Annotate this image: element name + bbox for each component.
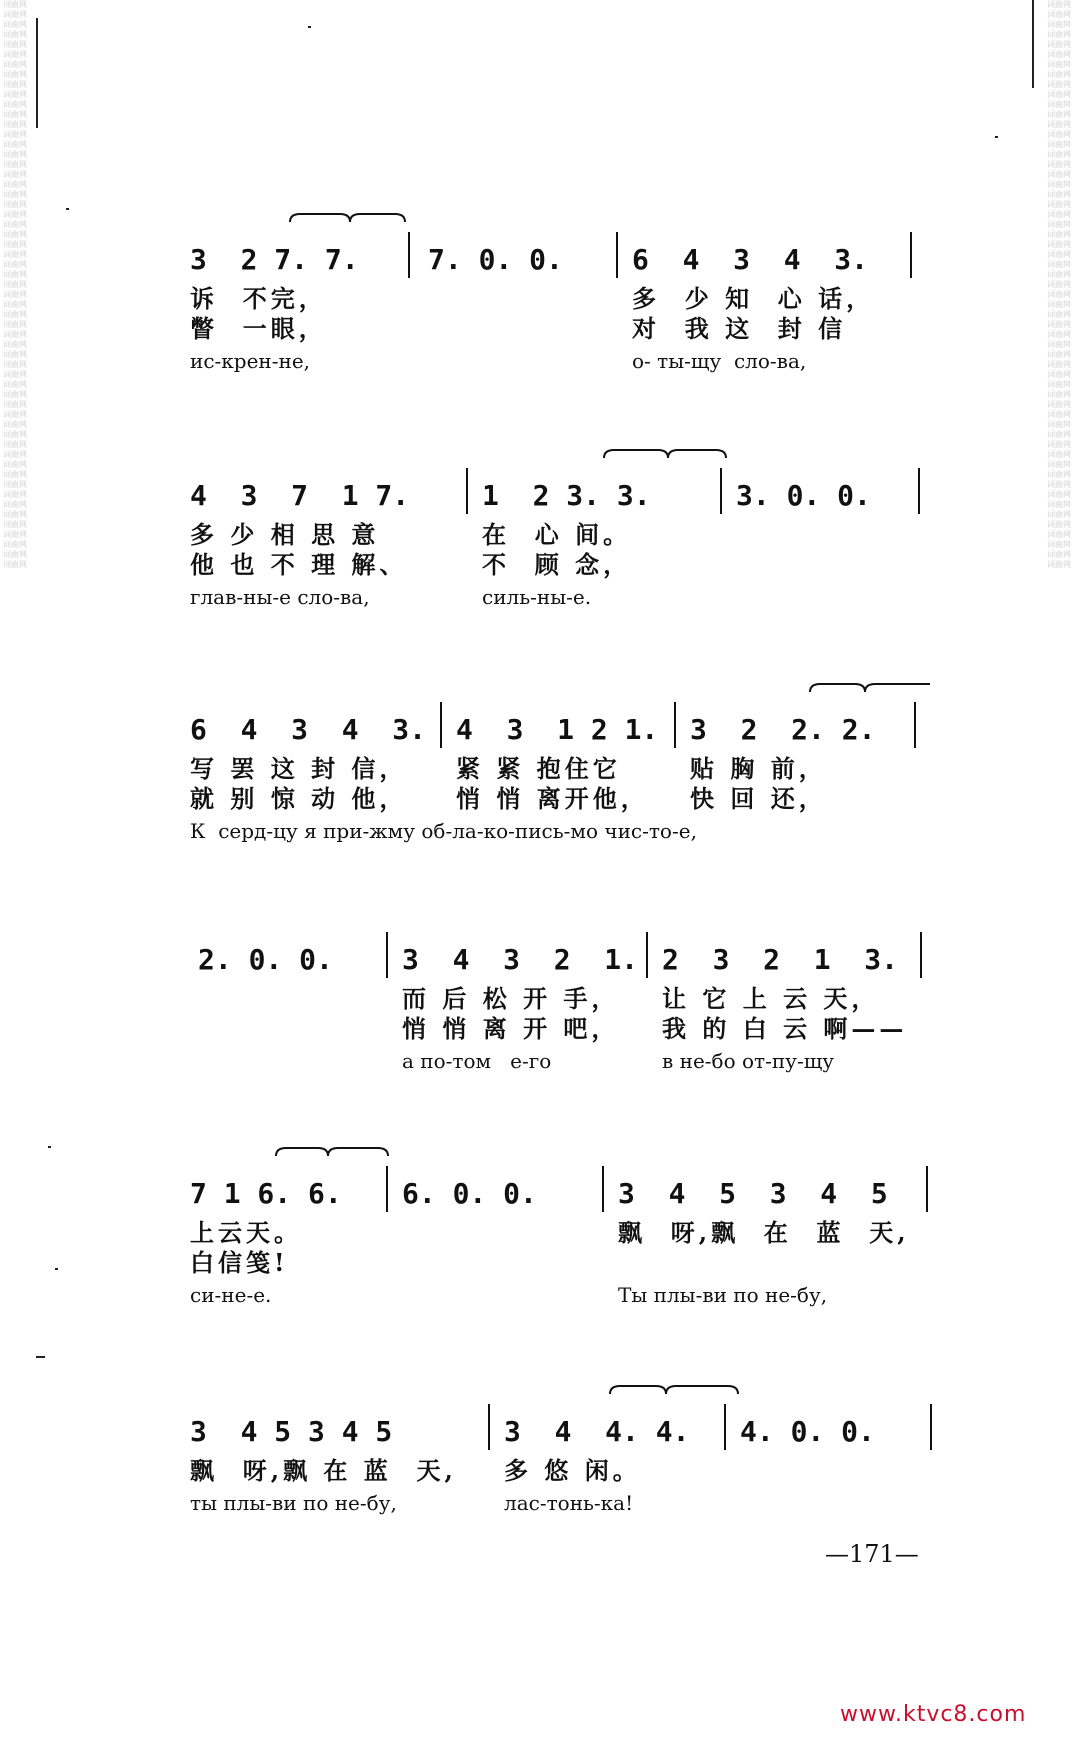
lyric-line-1: 在 心 间。 (482, 520, 632, 549)
right-watermark-strip: 词曲网词曲网词曲网词曲网词曲网词曲网词曲网词曲网词曲网词曲网词曲网词曲网词曲网词曲网词曲网词曲网词曲网词曲网词曲网词曲网词曲网词曲网词曲网词曲网词曲网词曲网词曲网词曲网词曲网词曲网词曲网词曲网词曲网词曲网词曲网词曲网词曲网词曲网词曲网词曲网词曲网词曲网词曲网词曲网词曲网词曲网词曲网词曲网词曲网词曲网词曲网词曲网词曲网词曲网词曲网词曲网词曲网 (1047, 0, 1071, 569)
measure: 4 3 7 1 7. (190, 479, 410, 512)
lyric-line-2: 悄 悄 离 开 吧， (402, 1014, 620, 1043)
russian-lyric: а по-том е-го (402, 1049, 552, 1073)
slur-marks (190, 436, 950, 476)
measure: 3 2 2. 2. (690, 713, 876, 746)
score-system-3 (190, 670, 950, 860)
barline (910, 232, 912, 278)
lyric-line-1: 诉 不完， (190, 284, 327, 313)
lyric-line-2: 快 回 还， (690, 784, 827, 813)
score-system-6 (190, 1372, 950, 1562)
barline (488, 1404, 490, 1450)
lyric-line-1: 贴 胸 前， (690, 754, 827, 783)
slur-marks (190, 670, 950, 710)
russian-lyric: си-не-е. (190, 1283, 272, 1307)
russian-lyric: лас-тонь-ка! (504, 1491, 634, 1515)
scan-speck (995, 136, 998, 138)
lyric-line-2: 我 的 白 云 啊—— (662, 1014, 908, 1043)
barline (918, 468, 920, 514)
measure: 6. 0. 0. (402, 1177, 537, 1210)
scan-speck (66, 208, 69, 210)
barline (616, 232, 618, 278)
lyric-line-2: 他 也 不 理 解、 (190, 550, 408, 579)
barline (440, 702, 442, 748)
lyric-line-2: 悄 悄 离开他， (456, 784, 649, 813)
score-system-4 (190, 900, 950, 1090)
measure: 6 4 3 4 3. (190, 713, 427, 746)
slur-marks (190, 1372, 950, 1412)
russian-lyric: ис-крен-не, (190, 349, 311, 373)
russian-lyric: К серд-цу я при-жму об-ла-ко-пись-мо чис-то-е, (190, 819, 697, 843)
site-watermark: www.ktvc8.com (840, 1702, 1027, 1727)
left-watermark-strip: 词曲网词曲网词曲网词曲网词曲网词曲网词曲网词曲网词曲网词曲网词曲网词曲网词曲网词曲网词曲网词曲网词曲网词曲网词曲网词曲网词曲网词曲网词曲网词曲网词曲网词曲网词曲网词曲网词曲网词曲网词曲网词曲网词曲网词曲网词曲网词曲网词曲网词曲网词曲网词曲网词曲网词曲网词曲网词曲网词曲网词曲网词曲网词曲网词曲网词曲网词曲网词曲网词曲网词曲网词曲网词曲网词曲网 (3, 0, 27, 569)
barline (674, 702, 676, 748)
lyric-line-1: 多 悠 闲。 (504, 1456, 641, 1485)
barline (926, 1166, 928, 1212)
score-system-5 (190, 1134, 950, 1324)
measure: 7 1 6. 6. (190, 1177, 342, 1210)
measure: 3 4 4. 4. (504, 1415, 690, 1448)
measure: 1 2 3. 3. (482, 479, 651, 512)
barline (930, 1404, 932, 1450)
lyric-line-2: 对 我 这 封 信 (632, 314, 847, 343)
page-number: —171— (825, 1540, 919, 1568)
barline (386, 1166, 388, 1212)
scan-speck (36, 1356, 45, 1358)
russian-lyric: Ты плы-ви по не-бу, (618, 1283, 828, 1307)
measure: 3 4 5 3 4 5 (618, 1177, 888, 1210)
measure: 3 4 3 2 1. (402, 943, 639, 976)
lyric-line-1: 而 后 松 开 手， (402, 984, 620, 1013)
lyric-line-2: 白信笺! (190, 1248, 289, 1277)
barline (720, 468, 722, 514)
score-system-2 (190, 436, 950, 626)
lyric-line-1: 多 少 知 心 话， (632, 284, 875, 313)
score-system-1 (190, 200, 950, 390)
scan-speck (55, 1268, 58, 1270)
lyric-line-2: 不 顾 念， (482, 550, 632, 579)
measure: 4. 0. 0. (740, 1415, 875, 1448)
russian-lyric: в не-бо от-пу-щу (662, 1049, 835, 1073)
lyric-line-1: 多 少 相 思 意 (190, 520, 380, 549)
russian-lyric: силь-ны-е. (482, 585, 592, 609)
right-margin-rule (1032, 0, 1034, 88)
barline (466, 468, 468, 514)
barline (920, 932, 922, 978)
barline (408, 232, 410, 278)
lyric-line-2: 瞥 一眼， (190, 314, 327, 343)
scan-speck (48, 1146, 51, 1148)
left-margin-rule (36, 18, 38, 128)
russian-lyric: ты плы-ви по не-бу, (190, 1491, 397, 1515)
russian-lyric: глав-ны-е сло-ва, (190, 585, 370, 609)
barline (724, 1404, 726, 1450)
measure: 3 2 7. 7. (190, 243, 359, 276)
lyric-line-1: 飘 呀,飘 在 蓝 天, (190, 1456, 457, 1485)
lyric-line-1: 紧 紧 抱住它 (456, 754, 621, 783)
scan-speck (308, 26, 311, 28)
lyric-line-1: 让 它 上 云 天， (662, 984, 880, 1013)
measure: 2 3 2 1 3. (662, 943, 899, 976)
measure: 2. 0. 0. (198, 943, 333, 976)
russian-lyric: о- ты-щу сло-ва, (632, 349, 807, 373)
barline (914, 702, 916, 748)
lyric-line-1: 飘 呀,飘 在 蓝 天, (618, 1218, 910, 1247)
lyric-line-2: 就 别 惊 动 他， (190, 784, 408, 813)
slur-marks (190, 200, 950, 240)
measure: 3 4 5 3 4 5 (190, 1415, 393, 1448)
measure: 3. 0. 0. (736, 479, 871, 512)
slur-marks (190, 1134, 950, 1174)
lyric-line-1: 写 罢 这 封 信， (190, 754, 408, 783)
barline (602, 1166, 604, 1212)
measure: 4 3 1 2 1. (456, 713, 659, 746)
barline (646, 932, 648, 978)
measure: 6 4 3 4 3. (632, 243, 869, 276)
lyric-line-1: 上云天。 (190, 1218, 302, 1247)
measure: 7. 0. 0. (428, 243, 563, 276)
barline (386, 932, 388, 978)
